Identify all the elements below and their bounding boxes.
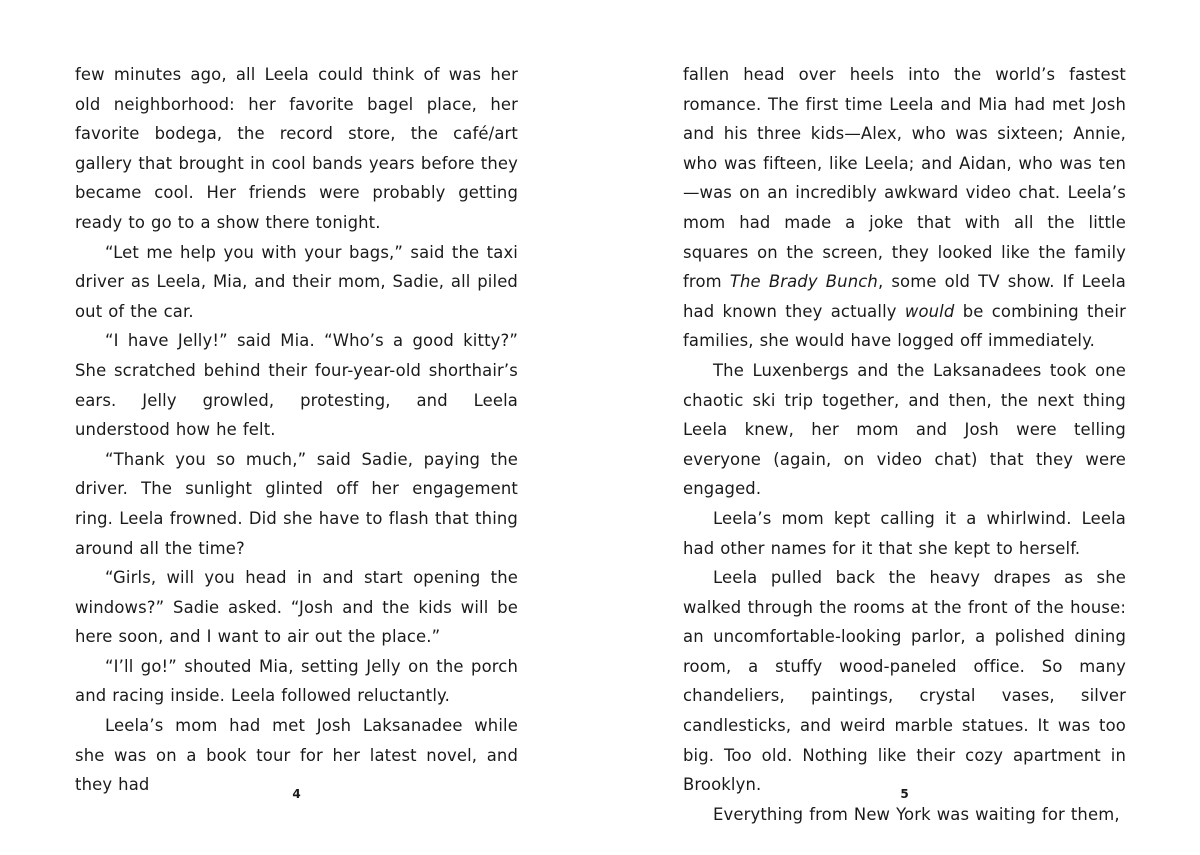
paragraph-text: The Luxenbergs and the Laksanadees took one chaotic ski trip together, and then, the next thing Leela knew, her mom and Josh were telling everyone (again, on video chat) that they were engaged.: [683, 360, 1126, 499]
paragraph: [75, 445, 518, 563]
paragraph-text: be combining their families, she would have logged off immediately.: [683, 301, 1126, 351]
paragraph-text: few minutes ago, all Leela could think of was her old neighborhood: her favorite bagel place, her favorite bodega, the record store, the café/art gallery that brought in cool bands years before they became cool. Her friends were probably getting ready to go to a show there tonight.: [75, 65, 518, 232]
paragraph-text: “Let me help you with your bags,” said the taxi driver as Leela, Mia, and their mom, Sadie, all piled out of the car.: [75, 242, 518, 321]
paragraph-text: “Girls, will you head in and start opening the windows?” Sadie asked. “Josh and the kids will be here soon, and I want to air out the place.”: [75, 568, 518, 647]
paragraph: [683, 356, 1126, 504]
right-page-text: [683, 60, 1126, 829]
right-page: [683, 60, 1126, 824]
paragraph: [683, 504, 1126, 563]
paragraph-text: Everything from New York was waiting for them,: [713, 804, 1120, 824]
paragraph-text: Leela pulled back the heavy drapes as she walked through the rooms at the front of the house: an uncomfortable-looking parlor, a polished dining room, a stuffy wood-paneled office. So many chandeliers, paintings, crystal vases, silver candlesticks, and weird marble statues. It was too big. Too old. Nothing like their cozy apartment in Brooklyn.: [683, 568, 1126, 795]
paragraph: [75, 60, 518, 238]
paragraph: [683, 60, 1126, 356]
paragraph: [75, 563, 518, 652]
italic-text: The Brady Bunch: [729, 272, 878, 292]
paragraph: [683, 800, 1126, 830]
left-page: [75, 60, 518, 820]
paragraph-text: Leela’s mom kept calling it a whirlwind. Leela had other names for it that she kept to herself.: [683, 508, 1126, 558]
paragraph-text: “I have Jelly!” said Mia. “Who’s a good kitty?” She scratched behind their four-year-old shorthair’s ears. Jelly growled, protesting, and Leela understood how he felt.: [75, 331, 518, 440]
paragraph-text: Leela’s mom had met Josh Laksanadee while she was on a book tour for her latest novel, and they had: [75, 716, 518, 795]
paragraph-text: “I’ll go!” shouted Mia, setting Jelly on the porch and racing inside. Leela followed reluctantly.: [75, 656, 518, 706]
italic-text: would: [904, 301, 955, 321]
paragraph-text: , some old TV show. If Leela had known they actually: [683, 272, 1126, 321]
paragraph: [75, 238, 518, 327]
paragraph-text: “Thank you so much,” said Sadie, paying the driver. The sunlight glinted off her engagement ring. Leela frowned. Did she have to flash that thing around all the time?: [75, 449, 518, 558]
paragraph: [683, 563, 1126, 800]
paragraph-text: fallen head over heels into the world’s fastest romance. The first time Leela and Mia had met Josh and his three kids—Alex, who was sixteen; Annie, who was fifteen, like Leela; and Aidan, who was ten—was on an incredibly awkward video chat. Leela’s mom had made a joke that with all the little squares on the screen, they looked like the family from: [683, 65, 1126, 292]
right-page-number: 5: [900, 787, 909, 801]
left-page-number: 4: [292, 787, 301, 801]
left-page-text: [75, 60, 518, 800]
paragraph: [75, 326, 518, 444]
paragraph: [75, 652, 518, 711]
